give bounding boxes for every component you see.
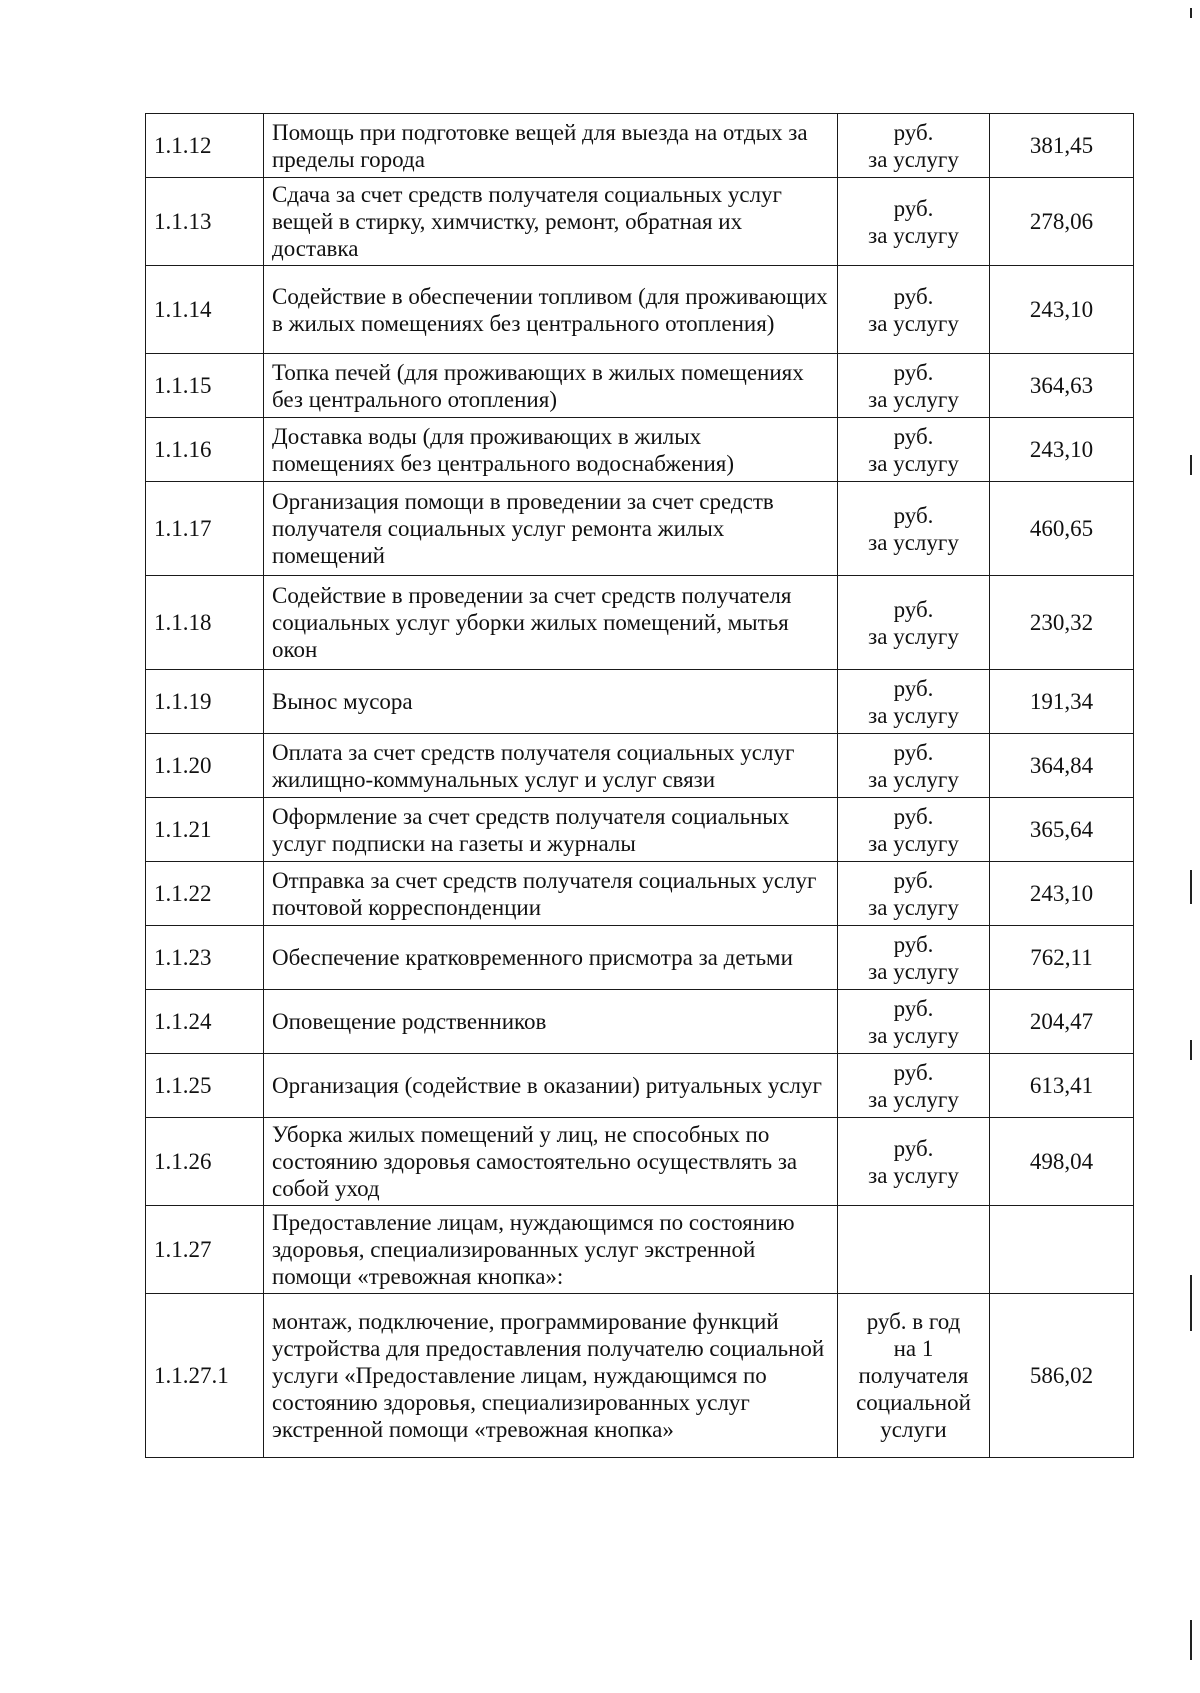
service-name: Организация (содействие в оказании) ритуальных услуг (264, 1054, 838, 1118)
table-row (146, 576, 1134, 670)
service-name: Содействие в проведении за счет средств получателя социальных услуг уборки жилых помещений, мытья окон (264, 576, 838, 670)
unit-of-measure (838, 798, 990, 862)
row-number: 1.1.22 (146, 862, 264, 926)
table-row (146, 734, 1134, 798)
table-row (146, 418, 1134, 482)
unit-line: за услугу (868, 386, 959, 412)
unit-line: руб. (893, 423, 934, 449)
unit-line: руб. (893, 596, 934, 622)
table-row (146, 1206, 1134, 1294)
unit-of-measure (838, 354, 990, 418)
unit-line: за услугу (868, 830, 959, 856)
row-number: 1.1.14 (146, 266, 264, 354)
scan-edge-mark (1190, 455, 1192, 475)
unit-of-measure (838, 178, 990, 266)
service-name: Предоставление лицам, нуждающимся по состоянию здоровья, специализированных услуг экстренной помощи «тревожная кнопка»: (264, 1206, 838, 1294)
row-number: 1.1.16 (146, 418, 264, 482)
scan-edge-mark (1190, 870, 1192, 904)
unit-line: за услугу (868, 310, 959, 336)
unit-line: за услугу (868, 146, 959, 172)
tariff-table (145, 113, 1134, 1458)
scan-edge-mark (1190, 1275, 1192, 1331)
service-name: Помощь при подготовке вещей для выезда на отдых за пределы города (264, 114, 838, 178)
row-number: 1.1.18 (146, 576, 264, 670)
price-value: 243,10 (990, 862, 1134, 926)
price-value: 278,06 (990, 178, 1134, 266)
row-number: 1.1.25 (146, 1054, 264, 1118)
unit-line: руб. (893, 1135, 934, 1161)
unit-of-measure (838, 482, 990, 576)
unit-line: руб. (893, 675, 934, 701)
service-name: Оформление за счет средств получателя социальных услуг подписки на газеты и журналы (264, 798, 838, 862)
service-name: Обеспечение кратковременного присмотра за детьми (264, 926, 838, 990)
price-value: 243,10 (990, 418, 1134, 482)
service-name: монтаж, подключение, программирование функций устройства для предоставления получателю социальной услуги «Предоставление лицам, нуждающимся по состоянию здоровья, специализированных услуг экстренной помощи «тревожная кнопка» (264, 1294, 838, 1458)
unit-line: руб. (893, 502, 934, 528)
price-value: 762,11 (990, 926, 1134, 990)
service-name: Оповещение родственников (264, 990, 838, 1054)
unit-line: руб. (893, 867, 934, 893)
unit-of-measure (838, 418, 990, 482)
row-number: 1.1.21 (146, 798, 264, 862)
row-number: 1.1.15 (146, 354, 264, 418)
tariff-table-body (146, 114, 1134, 1458)
service-name: Оплата за счет средств получателя социальных услуг жилищно-коммунальных услуг и услуг связи (264, 734, 838, 798)
price-value: 243,10 (990, 266, 1134, 354)
service-name: Уборка жилых помещений у лиц, не способных по состоянию здоровья самостоятельно осуществлять за собой уход (264, 1118, 838, 1206)
table-row (146, 862, 1134, 926)
unit-line: за услугу (868, 222, 959, 248)
unit-line: за услугу (868, 1086, 959, 1112)
row-number: 1.1.17 (146, 482, 264, 576)
unit-of-measure (838, 862, 990, 926)
unit-line: руб. (893, 359, 934, 385)
service-name: Доставка воды (для проживающих в жилых помещениях без центрального водоснабжения) (264, 418, 838, 482)
table-row (146, 266, 1134, 354)
row-number: 1.1.26 (146, 1118, 264, 1206)
service-name: Содействие в обеспечении топливом (для проживающих в жилых помещениях без центрального отопления) (264, 266, 838, 354)
service-name: Отправка за счет средств получателя социальных услуг почтовой корреспонденции (264, 862, 838, 926)
unit-of-measure (838, 114, 990, 178)
row-number: 1.1.12 (146, 114, 264, 178)
row-number: 1.1.27 (146, 1206, 264, 1294)
unit-line: руб. (893, 931, 934, 957)
row-number: 1.1.13 (146, 178, 264, 266)
unit-line: за услугу (868, 623, 959, 649)
unit-line: за услугу (868, 894, 959, 920)
table-row (146, 1118, 1134, 1206)
unit-line: руб. (893, 803, 934, 829)
price-value: 364,63 (990, 354, 1134, 418)
unit-of-measure (838, 1206, 990, 1294)
price-value: 613,41 (990, 1054, 1134, 1118)
unit-line: руб. (893, 119, 934, 145)
price-value: 230,32 (990, 576, 1134, 670)
unit-line: руб. (893, 195, 934, 221)
unit-line: получателя (858, 1363, 969, 1388)
scan-edge-mark (1190, 1040, 1192, 1060)
unit-of-measure (838, 990, 990, 1054)
unit-line: услуги (880, 1417, 947, 1442)
row-number: 1.1.20 (146, 734, 264, 798)
unit-of-measure (838, 926, 990, 990)
price-value: 381,45 (990, 114, 1134, 178)
price-value: 365,64 (990, 798, 1134, 862)
unit-line: за услугу (868, 766, 959, 792)
unit-line: руб. (893, 283, 934, 309)
unit-line: за услугу (868, 529, 959, 555)
unit-line: за услугу (868, 958, 959, 984)
price-value: 191,34 (990, 670, 1134, 734)
unit-of-measure (838, 1054, 990, 1118)
price-value: 460,65 (990, 482, 1134, 576)
price-value: 364,84 (990, 734, 1134, 798)
scan-edge-mark (1190, 8, 1192, 18)
table-row (146, 482, 1134, 576)
service-name: Топка печей (для проживающих в жилых помещениях без центрального отопления) (264, 354, 838, 418)
row-number: 1.1.23 (146, 926, 264, 990)
unit-of-measure (838, 670, 990, 734)
unit-line: социальной (856, 1390, 971, 1415)
table-row (146, 354, 1134, 418)
unit-line: руб. (893, 739, 934, 765)
table-row (146, 670, 1134, 734)
table-row (146, 1294, 1134, 1458)
service-name: Организация помощи в проведении за счет средств получателя социальных услуг ремонта жилых помещений (264, 482, 838, 576)
unit-line: за услугу (868, 450, 959, 476)
unit-line: руб. в год (866, 1309, 961, 1334)
unit-line: за услугу (868, 1022, 959, 1048)
price-value: 586,02 (990, 1294, 1134, 1458)
table-row (146, 990, 1134, 1054)
unit-of-measure (838, 1294, 990, 1458)
unit-of-measure (838, 1118, 990, 1206)
price-value (990, 1206, 1134, 1294)
row-number: 1.1.27.1 (146, 1294, 264, 1458)
row-number: 1.1.24 (146, 990, 264, 1054)
service-name: Сдача за счет средств получателя социальных услуг вещей в стирку, химчистку, ремонт, обратная их доставка (264, 178, 838, 266)
unit-line: руб. (893, 995, 934, 1021)
table-row (146, 178, 1134, 266)
table-row (146, 114, 1134, 178)
scan-edge-mark (1190, 1620, 1192, 1660)
price-value: 204,47 (990, 990, 1134, 1054)
service-name: Вынос мусора (264, 670, 838, 734)
unit-of-measure (838, 576, 990, 670)
unit-line: за услугу (868, 1162, 959, 1188)
unit-of-measure (838, 266, 990, 354)
table-row (146, 1054, 1134, 1118)
unit-of-measure (838, 734, 990, 798)
unit-line: за услугу (868, 702, 959, 728)
row-number: 1.1.19 (146, 670, 264, 734)
price-value: 498,04 (990, 1118, 1134, 1206)
table-row (146, 926, 1134, 990)
table-row (146, 798, 1134, 862)
unit-line: на 1 (893, 1336, 934, 1361)
unit-line: руб. (893, 1059, 934, 1085)
